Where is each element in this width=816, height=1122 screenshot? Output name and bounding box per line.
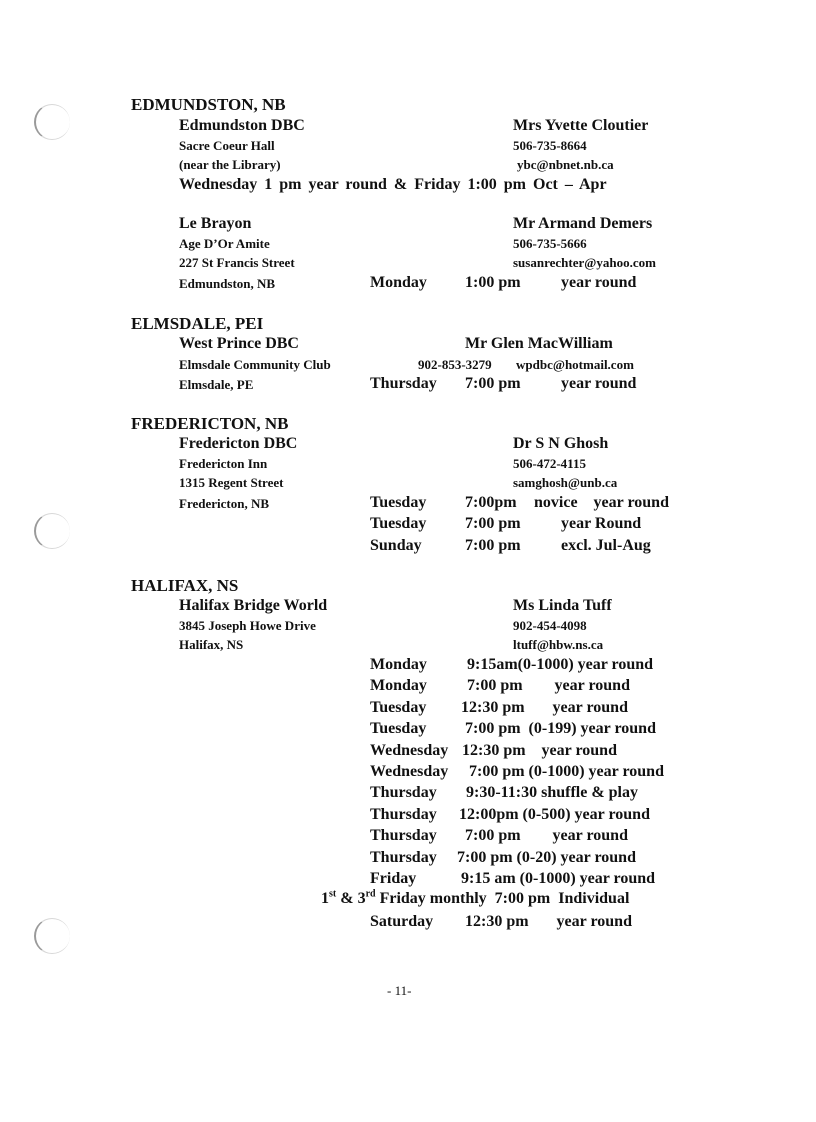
monthly-first: 1: [321, 890, 329, 907]
game-time: 7:00 pm: [465, 375, 521, 392]
email: susanrechter@yahoo.com: [513, 255, 656, 270]
binder-hole-top: [34, 104, 70, 140]
game-details: 7:00 pm (0-1000) year round: [469, 763, 664, 780]
game-day: Saturday: [370, 913, 434, 930]
club-name: Edmundston DBC: [179, 117, 305, 134]
game-note: year round: [561, 274, 637, 291]
monthly-amp: & 3: [336, 890, 366, 907]
game-day: Tuesday: [370, 515, 427, 532]
address: 3845 Joseph Howe Drive: [179, 618, 316, 633]
game-note: excl. Jul-Aug: [561, 537, 651, 554]
phone: 506-472-4115: [513, 456, 586, 471]
game-day: Wednesday: [370, 742, 449, 759]
game-details: 9:30-11:30 shuffle & play: [466, 784, 638, 801]
game-day: Monday: [370, 677, 427, 694]
game-day: Thursday: [370, 375, 437, 392]
game-details: 12:30 pm year round: [465, 913, 632, 930]
game-note: year round: [561, 375, 637, 392]
game-details: 9:15am(0-1000) year round: [467, 656, 654, 673]
game-day: Thursday: [370, 784, 437, 801]
contact-name: Dr S N Ghosh: [513, 435, 609, 452]
contact-name: Ms Linda Tuff: [513, 597, 612, 614]
venue: Age D’Or Amite: [179, 236, 270, 251]
page-number: - 11-: [387, 983, 412, 998]
venue: Elmsdale Community Club: [179, 357, 331, 372]
section-heading-elmsdale: ELMSDALE, PEI: [131, 314, 264, 333]
section-heading-fredericton: FREDERICTON, NB: [131, 414, 289, 433]
email: samghosh@unb.ca: [513, 475, 618, 490]
address: 227 St Francis Street: [179, 255, 295, 270]
contact-name: Mr Glen MacWilliam: [465, 335, 613, 352]
schedule-line: Wednesday 1 pm year round & Friday 1:00 pm Oct – Apr: [179, 176, 607, 193]
game-details: 12:30 pm year round: [462, 742, 617, 759]
game-time: 7:00 pm: [465, 537, 521, 554]
game-details: 7:00 pm (0-199) year round: [465, 720, 656, 737]
city: Halifax, NS: [179, 637, 244, 652]
contact-name: Mrs Yvette Cloutier: [513, 117, 649, 134]
city: Elmsdale, PE: [179, 377, 254, 392]
game-note: novice year round: [534, 494, 669, 511]
game-day: Tuesday: [370, 699, 427, 716]
game-day: Tuesday: [370, 720, 427, 737]
game-details: 9:15 am (0-1000) year round: [461, 870, 656, 887]
game-day: Monday: [370, 656, 427, 673]
phone: 506-735-5666: [513, 236, 587, 251]
game-day: Friday: [370, 870, 417, 887]
game-details: 7:00 pm year round: [467, 677, 630, 694]
section-heading-halifax: HALIFAX, NS: [131, 576, 239, 595]
contact-name: Mr Armand Demers: [513, 215, 653, 232]
club-name: West Prince DBC: [179, 335, 299, 352]
venue: Fredericton Inn: [179, 456, 268, 471]
game-day: Wednesday: [370, 763, 449, 780]
game-day: Sunday: [370, 537, 422, 554]
game-day: Tuesday: [370, 494, 427, 511]
game-day: Thursday: [370, 827, 437, 844]
binder-hole-middle: [34, 513, 70, 549]
venue-note: (near the Library): [179, 157, 281, 172]
game-time: 7:00 pm: [465, 515, 521, 532]
binder-hole-bottom: [34, 918, 70, 954]
game-note: year Round: [561, 515, 642, 532]
game-time: 7:00pm: [465, 494, 517, 511]
city: Fredericton, NB: [179, 496, 270, 511]
email: wpdbc@hotmail.com: [516, 357, 634, 372]
monthly-first-suffix: st: [329, 888, 337, 900]
address: 1315 Regent Street: [179, 475, 284, 490]
city: Edmundston, NB: [179, 276, 276, 291]
venue: Sacre Coeur Hall: [179, 138, 275, 153]
game-details: 12:00pm (0-500) year round: [459, 806, 650, 823]
game-day: Thursday: [370, 849, 437, 866]
phone: 506-735-8664: [513, 138, 587, 153]
email: ltuff@hbw.ns.ca: [513, 637, 604, 652]
game-day: Thursday: [370, 806, 437, 823]
game-details: 7:00 pm (0-20) year round: [457, 849, 636, 866]
game-time: 1:00 pm: [465, 274, 521, 291]
club-name: Halifax Bridge World: [179, 597, 328, 614]
monthly-game: [321, 888, 630, 907]
email: ybc@nbnet.nb.ca: [517, 157, 614, 172]
game-details: 7:00 pm year round: [465, 827, 628, 844]
club-name: Le Brayon: [179, 215, 252, 232]
section-heading-edmundston: EDMUNDSTON, NB: [131, 95, 286, 114]
monthly-text: Friday monthly 7:00 pm Individual: [375, 890, 630, 907]
phone: 902-454-4098: [513, 618, 587, 633]
game-day: Monday: [370, 274, 427, 291]
club-name: Fredericton DBC: [179, 435, 298, 452]
phone: 902-853-3279: [418, 357, 492, 372]
game-details: 12:30 pm year round: [461, 699, 628, 716]
monthly-third-suffix: rd: [365, 888, 376, 900]
